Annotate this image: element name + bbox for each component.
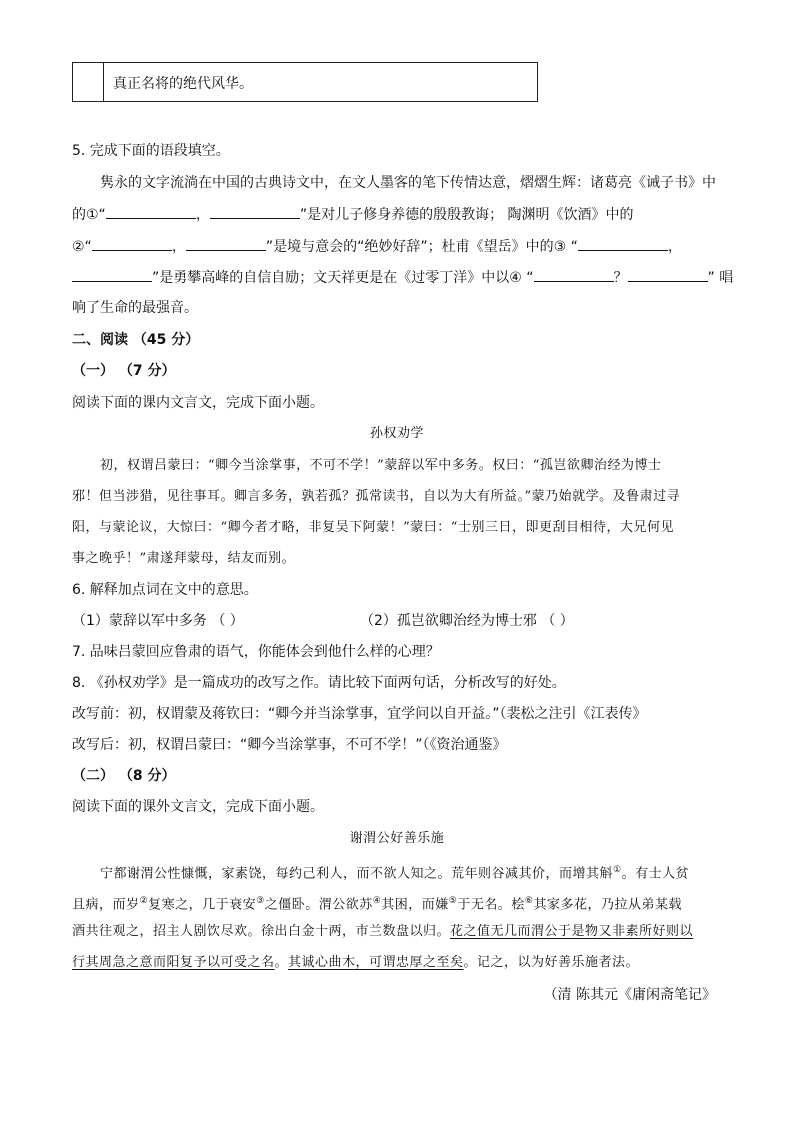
answer-blank-2a[interactable]: [92, 236, 172, 251]
footnote-marker-6: ⑥: [524, 896, 534, 906]
question-5-title: 5. 完成下面的语段填空。: [72, 143, 230, 159]
question-6-item-2: （2）孤岂欲卿治经为博士邪 （ ）: [360, 613, 574, 629]
table-cell-empty: [73, 63, 104, 101]
passage-2-line-3: 酒共往观之，招主人剧饮尽欢。徐出白金十两，市兰数盘以归。花之值无几而渭公于是物又非素所好则以: [72, 924, 694, 939]
question-5-paragraph-line-4: ”是勇攀高峰的自信自励；文天祥更是在《过零丁洋》中以④ “ ？ ” 唱: [72, 267, 733, 288]
question-5-paragraph-line-1: 隽永的文字流淌在中国的古典诗文中，在文人墨客的笔下传情达意，熠熠生辉：诸葛亮《诫子书》中: [100, 175, 716, 191]
rewrite-before: 改写前：初，权谓蒙及蒋钦曰：“卿今并当涂掌事，宜学问以自开益。”（裴松之注引《江表传》: [72, 706, 647, 722]
underlined-sentence-1a: 花之值无几而渭公于是物又非素所好则以: [450, 924, 694, 939]
footnote-marker-1: ①: [613, 865, 622, 875]
footnote-marker-4: ④: [372, 896, 382, 906]
question-5-paragraph-line-5: 响了生命的最强音。: [72, 300, 198, 316]
passage-1-line-2: 邪！但当涉猎，见往事耳。卿言多务，孰若孤？孤常读书，自以为大有所益。”蒙乃始就学。及鲁肃过寻: [72, 489, 681, 504]
passage-1-line-4: 事之晚乎！”肃遂拜蒙母，结友而别。: [72, 551, 296, 566]
section-2-title: 二、阅读 （45 分）: [72, 332, 200, 348]
passage-2-line-1: 宁都谢渭公性慷慨，家素饶，每约己利人，而不欲人知之。荒年则谷减其价，而增其斛①。有士人贫: [100, 865, 690, 882]
footnote-marker-3: ③: [256, 896, 265, 906]
answer-blank-1a[interactable]: [106, 204, 196, 219]
passage-1-line-1: 初，权谓吕蒙曰：“卿今当涂掌事，不可不学！”蒙辞以军中多务。权曰：“孤岂欲卿治经为博士: [100, 458, 662, 473]
footnote-marker-5: ⑤: [448, 896, 458, 906]
question-5-paragraph-line-3: ②“ ， ”是境与意会的“绝妙好辞”；杜甫《望岳》中的③ “ ，: [72, 236, 682, 257]
table-cell-text: 真正名将的绝代风华。: [113, 76, 253, 92]
part-1-intro: 阅读下面的课内文言文，完成下面小题。: [72, 395, 324, 411]
passage-2-heading: 谢渭公好善乐施: [349, 831, 445, 846]
passage-2-source: （清 陈其元《庸闲斋笔记》: [543, 987, 716, 1003]
passage-2-line-4: 行其周急之意而阳复予以可受之名。其诚心曲木，可谓忠厚之至矣。记之，以为好善乐施者法。: [72, 955, 640, 970]
answer-blank-3a[interactable]: [578, 236, 668, 251]
question-6-item-1: （1）蒙辞以军中多务 （ ）: [72, 613, 244, 629]
footnote-marker-2: ②: [139, 896, 149, 906]
answer-blank-4b[interactable]: [628, 267, 708, 282]
table-fragment: [72, 62, 538, 102]
answer-blank-1b[interactable]: [210, 204, 300, 219]
passage-1-heading: 孙权劝学: [369, 426, 424, 441]
underlined-sentence-2: 其诚心曲木，可谓忠厚之至矣: [288, 955, 464, 970]
answer-blank-4a[interactable]: [534, 267, 614, 282]
part-2-title: （二） （8 分）: [72, 768, 176, 784]
answer-blank-3b[interactable]: [72, 267, 152, 282]
answer-blank-2b[interactable]: [186, 236, 266, 251]
underlined-sentence-1b: 行其周急之意而阳复予以可受之名: [72, 955, 275, 970]
passage-2-line-2: 且病，而岁②复寒之，几于衰安③之僵卧。渭公欲苏④其困，而嫌⑤于无名。桧⑥其家多花，乃拉从弟某载: [72, 896, 682, 913]
rewrite-after: 改写后：初，权谓吕蒙曰：“卿今当涂掌事，不可不学！”（《资治通鉴》: [72, 737, 507, 753]
question-7: 7. 品味吕蒙回应鲁肃的语气，你能体会到他什么样的心理？: [72, 644, 440, 660]
question-8: 8. 《孙权劝学》是一篇成功的改写之作。请比较下面两句话，分析改写的好处。: [72, 675, 566, 691]
part-1-title: （一） （7 分）: [72, 363, 176, 379]
part-2-intro: 阅读下面的课外文言文，完成下面小题。: [72, 799, 324, 815]
question-5-paragraph-line-2: 的①“ ， ”是对儿子修身养德的殷殷教诲； 陶渊明《饮酒》中的: [72, 204, 634, 225]
passage-1-line-3: 阳，与蒙论议，大惊曰：“卿今者才略，非复吴下阿蒙！”蒙曰：“士别三日，即更刮目相待，大兄何见: [72, 520, 674, 535]
question-6: 6. 解释加点词在文中的意思。: [72, 582, 258, 598]
